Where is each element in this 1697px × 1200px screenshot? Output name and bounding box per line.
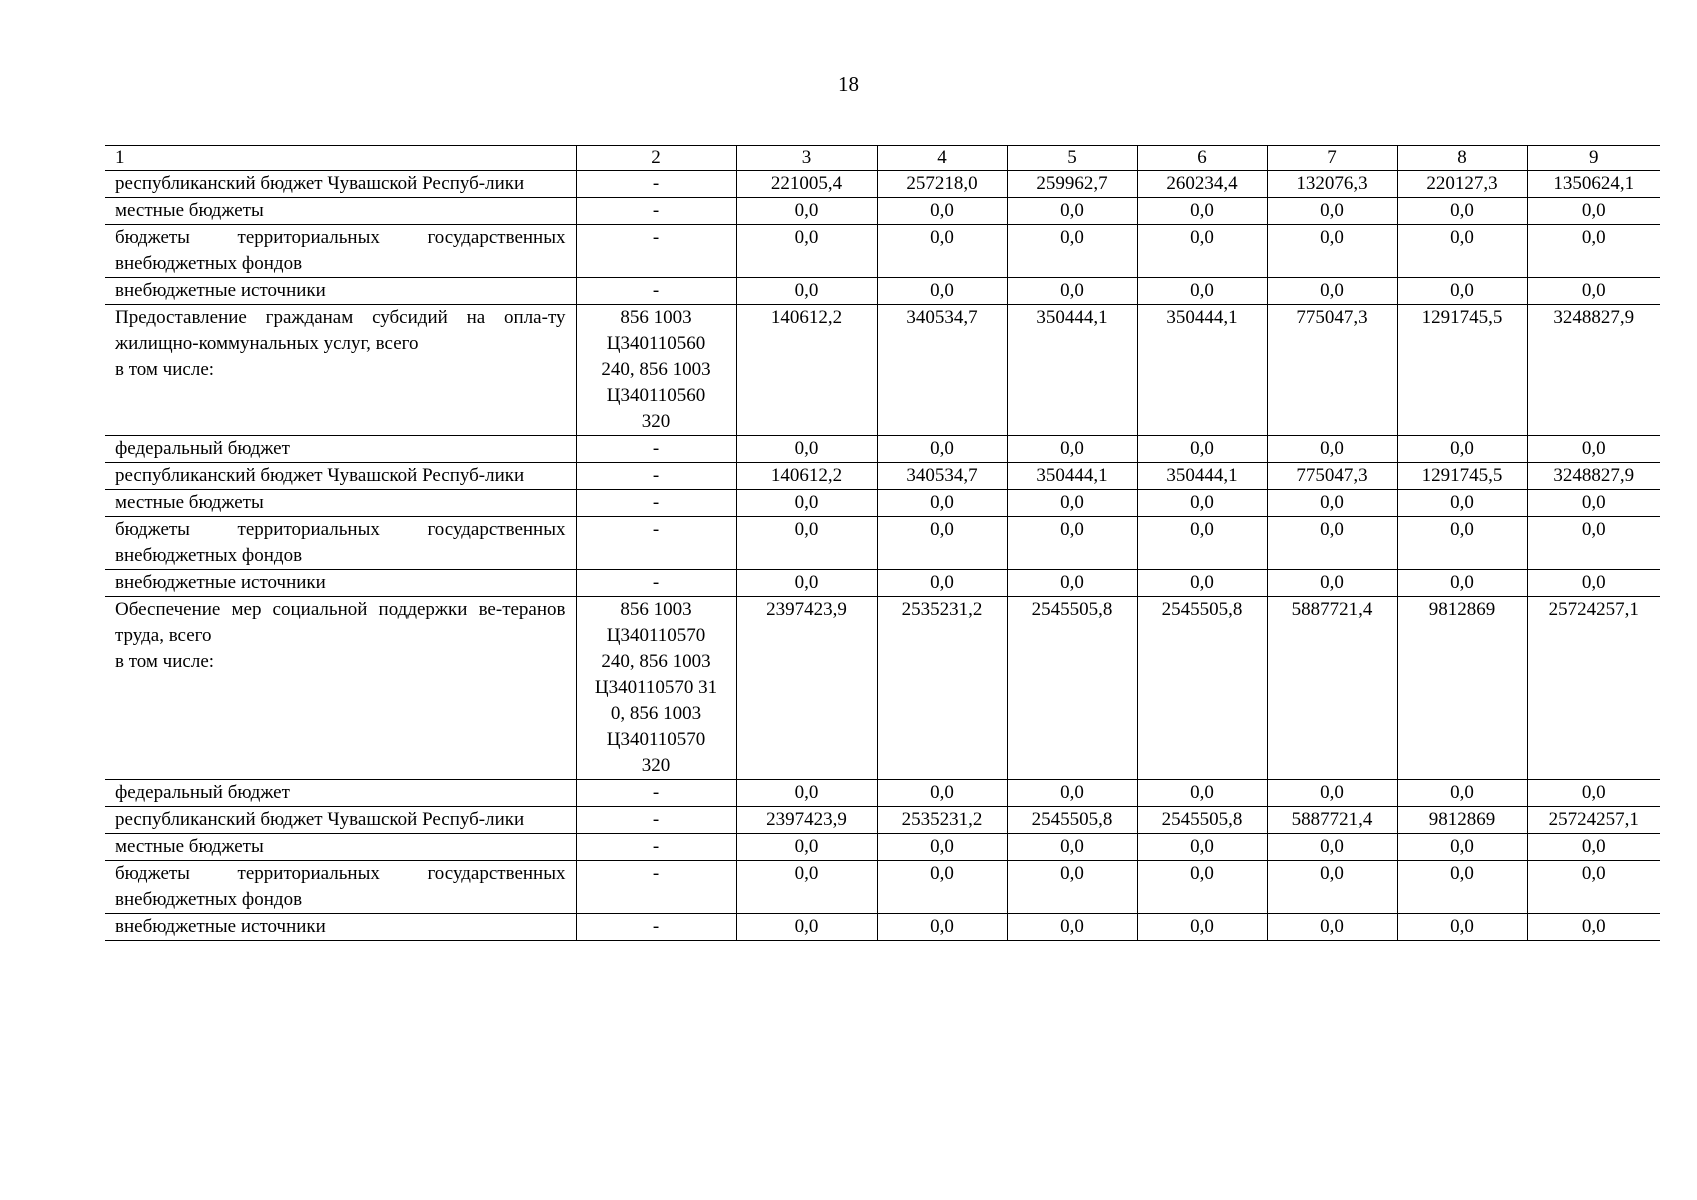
- row-name: [105, 171, 576, 198]
- table-row: [105, 171, 1660, 198]
- code-line: -: [652, 519, 660, 540]
- value-cell: 2535231,2: [877, 807, 1007, 834]
- code-line: Ц340110570 31: [594, 677, 718, 698]
- value-cell: 0,0: [877, 834, 1007, 861]
- value-cell: 0,0: [1007, 490, 1137, 517]
- budget-classification-code: [576, 490, 736, 517]
- value-cell: 775047,3: [1267, 463, 1397, 490]
- value-cell: 0,0: [1267, 490, 1397, 517]
- row-name-text: в том числе:: [115, 359, 215, 380]
- value-cell: 0,0: [1007, 198, 1137, 225]
- value-cell: 0,0: [736, 861, 877, 914]
- table-row: [105, 914, 1660, 941]
- value-cell: 0,0: [1397, 278, 1527, 305]
- value-cell: 220127,3: [1397, 171, 1527, 198]
- value-cell: 0,0: [1137, 570, 1267, 597]
- code-line: 320: [641, 755, 671, 776]
- code-line: -: [652, 173, 660, 194]
- code-line: -: [652, 492, 660, 513]
- value-cell: 0,0: [1397, 517, 1527, 570]
- value-cell: 2545505,8: [1137, 807, 1267, 834]
- value-cell: 0,0: [1397, 570, 1527, 597]
- row-name-text: местные бюджеты: [115, 836, 264, 857]
- value-cell: 2545505,8: [1007, 597, 1137, 780]
- value-cell: 0,0: [1527, 834, 1660, 861]
- value-cell: 0,0: [877, 861, 1007, 914]
- value-cell: 0,0: [1267, 861, 1397, 914]
- value-cell: 0,0: [1397, 861, 1527, 914]
- budget-classification-code: [576, 171, 736, 198]
- row-name: [105, 861, 576, 914]
- value-cell: 0,0: [736, 490, 877, 517]
- value-cell: 0,0: [877, 436, 1007, 463]
- value-cell: 0,0: [1267, 834, 1397, 861]
- code-line: -: [652, 836, 660, 857]
- value-cell: 5887721,4: [1267, 597, 1397, 780]
- value-cell: 0,0: [1397, 225, 1527, 278]
- value-cell: 0,0: [1267, 780, 1397, 807]
- budget-classification-code: [576, 278, 736, 305]
- code-line: Ц340110560: [606, 385, 706, 406]
- value-cell: 0,0: [1007, 861, 1137, 914]
- row-name: [105, 463, 576, 490]
- column-header: 7: [1267, 146, 1397, 171]
- budget-classification-code: [576, 517, 736, 570]
- budget-classification-code: [576, 305, 736, 436]
- value-cell: 0,0: [877, 225, 1007, 278]
- row-name-text: Обеспечение мер социальной поддержки ве-теранов труда, всего: [115, 599, 566, 646]
- row-name: [105, 834, 576, 861]
- value-cell: 0,0: [1137, 436, 1267, 463]
- value-cell: 9812869: [1397, 807, 1527, 834]
- value-cell: 259962,7: [1007, 171, 1137, 198]
- table-row: [105, 225, 1660, 278]
- code-line: 856 1003: [620, 307, 692, 328]
- value-cell: 0,0: [1007, 834, 1137, 861]
- budget-classification-code: [576, 570, 736, 597]
- budget-classification-code: [576, 225, 736, 278]
- value-cell: 0,0: [1397, 198, 1527, 225]
- table-row: [105, 780, 1660, 807]
- value-cell: 350444,1: [1137, 305, 1267, 436]
- row-name: [105, 780, 576, 807]
- value-cell: 350444,1: [1137, 463, 1267, 490]
- row-name-text: местные бюджеты: [115, 200, 264, 221]
- value-cell: 0,0: [1137, 198, 1267, 225]
- value-cell: 0,0: [1007, 780, 1137, 807]
- value-cell: 257218,0: [877, 171, 1007, 198]
- value-cell: 0,0: [1137, 225, 1267, 278]
- value-cell: 0,0: [1007, 914, 1137, 941]
- value-cell: 260234,4: [1137, 171, 1267, 198]
- row-name-text: внебюджетные источники: [115, 572, 326, 593]
- code-line: -: [652, 227, 660, 248]
- budget-classification-code: [576, 198, 736, 225]
- table-row: [105, 198, 1660, 225]
- table-row: [105, 305, 1660, 436]
- value-cell: 0,0: [1397, 780, 1527, 807]
- value-cell: 350444,1: [1007, 305, 1137, 436]
- code-line: -: [652, 200, 660, 221]
- value-cell: 0,0: [1267, 225, 1397, 278]
- table-row: [105, 570, 1660, 597]
- value-cell: 0,0: [736, 278, 877, 305]
- row-name: [105, 570, 576, 597]
- row-name: [105, 914, 576, 941]
- column-header: 1: [105, 146, 576, 171]
- value-cell: 0,0: [1007, 517, 1137, 570]
- value-cell: 3248827,9: [1527, 305, 1660, 436]
- table-row: [105, 597, 1660, 780]
- row-name-text: республиканский бюджет Чувашской Респуб-лики: [115, 173, 525, 194]
- value-cell: 0,0: [736, 914, 877, 941]
- value-cell: 0,0: [736, 225, 877, 278]
- value-cell: 25724257,1: [1527, 597, 1660, 780]
- value-cell: 5887721,4: [1267, 807, 1397, 834]
- value-cell: 0,0: [1397, 436, 1527, 463]
- code-line: Ц340110570: [606, 625, 706, 646]
- value-cell: 1291745,5: [1397, 305, 1527, 436]
- row-name: [105, 305, 576, 436]
- budget-classification-code: [576, 914, 736, 941]
- row-name: [105, 278, 576, 305]
- row-name: [105, 225, 576, 278]
- table-row: [105, 436, 1660, 463]
- table-row: [105, 278, 1660, 305]
- row-name: [105, 198, 576, 225]
- row-name-text: местные бюджеты: [115, 492, 264, 513]
- code-line: -: [652, 280, 660, 301]
- budget-classification-code: [576, 597, 736, 780]
- value-cell: 0,0: [877, 570, 1007, 597]
- column-header: 5: [1007, 146, 1137, 171]
- value-cell: 221005,4: [736, 171, 877, 198]
- value-cell: 2545505,8: [1137, 597, 1267, 780]
- value-cell: 0,0: [1527, 490, 1660, 517]
- value-cell: 0,0: [1267, 570, 1397, 597]
- budget-classification-code: [576, 861, 736, 914]
- row-name-text: федеральный бюджет: [115, 782, 290, 803]
- value-cell: 0,0: [1007, 278, 1137, 305]
- value-cell: 0,0: [1137, 780, 1267, 807]
- budget-classification-code: [576, 834, 736, 861]
- column-number-row: [105, 146, 1660, 171]
- value-cell: 0,0: [1527, 914, 1660, 941]
- value-cell: 25724257,1: [1527, 807, 1660, 834]
- value-cell: 0,0: [1137, 861, 1267, 914]
- value-cell: 0,0: [1267, 436, 1397, 463]
- value-cell: 3248827,9: [1527, 463, 1660, 490]
- row-name-text: Предоставление гражданам субсидий на опла-ту жилищно-коммунальных услуг, всего: [115, 307, 566, 354]
- value-cell: 0,0: [877, 198, 1007, 225]
- table-row: [105, 834, 1660, 861]
- code-line: 240, 856 1003: [601, 651, 711, 672]
- code-line: -: [652, 916, 660, 937]
- budget-classification-code: [576, 807, 736, 834]
- value-cell: 340534,7: [877, 463, 1007, 490]
- value-cell: 140612,2: [736, 463, 877, 490]
- value-cell: 0,0: [1137, 490, 1267, 517]
- budget-classification-code: [576, 436, 736, 463]
- value-cell: 0,0: [1397, 914, 1527, 941]
- column-header: 4: [877, 146, 1007, 171]
- value-cell: 2545505,8: [1007, 807, 1137, 834]
- code-line: -: [652, 438, 660, 459]
- value-cell: 0,0: [1137, 278, 1267, 305]
- table-row: [105, 517, 1660, 570]
- value-cell: 0,0: [736, 436, 877, 463]
- row-name-text: внебюджетные источники: [115, 916, 326, 937]
- value-cell: 0,0: [1137, 834, 1267, 861]
- code-line: -: [652, 863, 660, 884]
- value-cell: 0,0: [1007, 436, 1137, 463]
- value-cell: 0,0: [1137, 914, 1267, 941]
- value-cell: 2397423,9: [736, 807, 877, 834]
- row-name-text: в том числе:: [115, 651, 215, 672]
- value-cell: 0,0: [1527, 517, 1660, 570]
- row-name-text: республиканский бюджет Чувашской Респуб-лики: [115, 809, 525, 830]
- table-row: [105, 463, 1660, 490]
- page-number: 18: [838, 72, 859, 96]
- value-cell: 0,0: [1007, 225, 1137, 278]
- value-cell: 0,0: [1527, 570, 1660, 597]
- value-cell: 0,0: [1527, 436, 1660, 463]
- value-cell: 350444,1: [1007, 463, 1137, 490]
- table-row: [105, 807, 1660, 834]
- value-cell: 0,0: [1267, 914, 1397, 941]
- value-cell: 0,0: [1527, 225, 1660, 278]
- row-name-text: внебюджетные источники: [115, 280, 326, 301]
- code-line: 320: [641, 411, 671, 432]
- value-cell: 140612,2: [736, 305, 877, 436]
- code-line: Ц340110560: [606, 333, 706, 354]
- value-cell: 0,0: [1267, 517, 1397, 570]
- value-cell: 0,0: [1527, 861, 1660, 914]
- value-cell: 0,0: [1527, 278, 1660, 305]
- value-cell: 0,0: [877, 914, 1007, 941]
- row-name-text: республиканский бюджет Чувашской Респуб-лики: [115, 465, 525, 486]
- value-cell: 0,0: [1137, 517, 1267, 570]
- column-header: 2: [576, 146, 736, 171]
- code-line: Ц340110570: [606, 729, 706, 750]
- value-cell: 0,0: [736, 198, 877, 225]
- value-cell: 0,0: [877, 490, 1007, 517]
- row-name: [105, 490, 576, 517]
- value-cell: 0,0: [736, 570, 877, 597]
- row-name-text: бюджеты территориальных государственных внебюджетных фондов: [115, 519, 566, 566]
- value-cell: 0,0: [736, 517, 877, 570]
- value-cell: 0,0: [1527, 198, 1660, 225]
- budget-classification-code: [576, 780, 736, 807]
- value-cell: 0,0: [877, 278, 1007, 305]
- value-cell: 2397423,9: [736, 597, 877, 780]
- table-body: [105, 146, 1660, 941]
- value-cell: 9812869: [1397, 597, 1527, 780]
- budget-classification-code: [576, 463, 736, 490]
- row-name: [105, 436, 576, 463]
- column-header: 3: [736, 146, 877, 171]
- table-row: [105, 861, 1660, 914]
- code-line: 240, 856 1003: [601, 359, 711, 380]
- value-cell: 132076,3: [1267, 171, 1397, 198]
- value-cell: 0,0: [1397, 834, 1527, 861]
- row-name-text: бюджеты территориальных государственных внебюджетных фондов: [115, 863, 566, 910]
- value-cell: 0,0: [1267, 278, 1397, 305]
- value-cell: 2535231,2: [877, 597, 1007, 780]
- value-cell: 0,0: [877, 780, 1007, 807]
- code-line: -: [652, 809, 660, 830]
- value-cell: 0,0: [1527, 780, 1660, 807]
- row-name-text: бюджеты территориальных государственных внебюджетных фондов: [115, 227, 566, 274]
- column-header: 9: [1527, 146, 1660, 171]
- budget-table: [105, 145, 1660, 941]
- row-name: [105, 807, 576, 834]
- code-line: 0, 856 1003: [610, 703, 702, 724]
- value-cell: 340534,7: [877, 305, 1007, 436]
- value-cell: 775047,3: [1267, 305, 1397, 436]
- value-cell: 1350624,1: [1527, 171, 1660, 198]
- code-line: -: [652, 572, 660, 593]
- row-name-text: федеральный бюджет: [115, 438, 290, 459]
- code-line: -: [652, 782, 660, 803]
- row-name: [105, 597, 576, 780]
- column-header: 6: [1137, 146, 1267, 171]
- column-header: 8: [1397, 146, 1527, 171]
- value-cell: 0,0: [1397, 490, 1527, 517]
- value-cell: 0,0: [1007, 570, 1137, 597]
- code-line: 856 1003: [620, 599, 692, 620]
- table-row: [105, 490, 1660, 517]
- value-cell: 0,0: [736, 834, 877, 861]
- value-cell: 0,0: [1267, 198, 1397, 225]
- value-cell: 0,0: [736, 780, 877, 807]
- row-name: [105, 517, 576, 570]
- value-cell: 0,0: [877, 517, 1007, 570]
- code-line: -: [652, 465, 660, 486]
- value-cell: 1291745,5: [1397, 463, 1527, 490]
